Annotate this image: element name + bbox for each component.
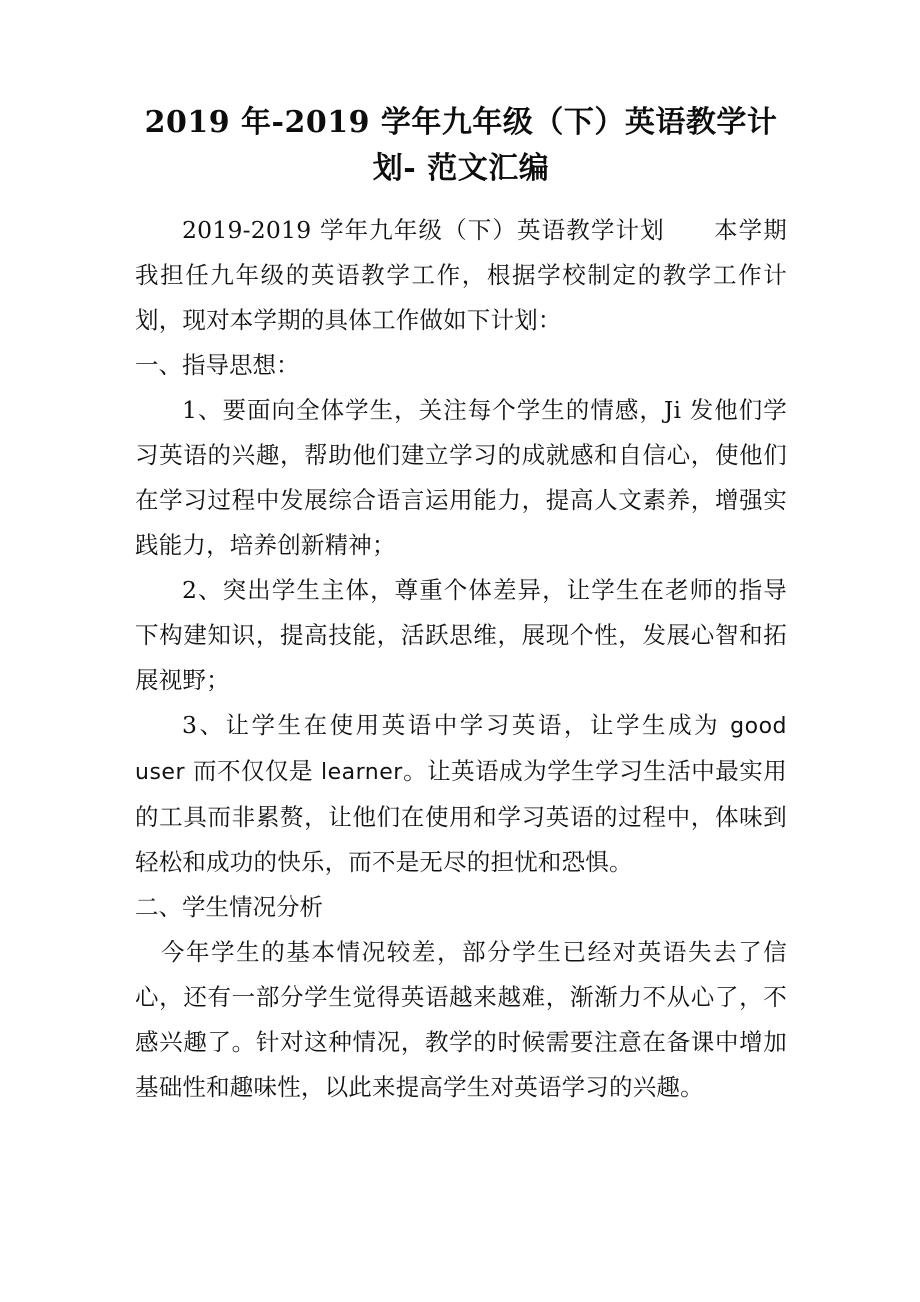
item-3-text-b: 而不仅仅是 — [185, 757, 322, 785]
item-3-latin-good-user: good user — [135, 714, 787, 785]
section-heading-guiding-thought: 一、指导思想： — [135, 351, 300, 379]
page-title-line-2: 范文汇编 — [427, 151, 550, 186]
paragraph-item-3 — [135, 703, 787, 885]
document-content — [135, 100, 787, 1110]
item-3-latin-learner: learner — [321, 760, 403, 785]
paragraph-item-2: 2、突出学生主体，尊重个体差异，让学生在老师的指导下构建知识，提高技能，活跃思维，展现个性，发展心智和拓展视野； — [135, 576, 787, 694]
paragraph-student-analysis: 今年学生的基本情况较差，部分学生已经对英语失去了信心，还有一部分学生觉得英语越来越难，渐渐力不从心了，不感兴趣了。针对这种情况，教学的时候需要注意在备课中增加基础性和趣味性，以此来提高学生对英语学习的兴趣。 — [135, 938, 787, 1101]
page-title — [135, 100, 787, 192]
paragraph-item-1: 1、要面向全体学生，关注每个学生的情感，Ji 发他们学习英语的兴趣，帮助他们建立学习的成就感和自信心，使他们在学习过程中发展综合语言运用能力，提高人文素养，增强实践能力，培养创新精神； — [135, 396, 787, 559]
item-3-text-a: 3、让学生在使用英语中学习英语，让学生成为 — [182, 711, 731, 739]
item-3-text-c: 。让英语成为学生学习生活中最实用的工具而非累赘，让他们在使用和学习英语的过程中，体味到轻松和成功的快乐，而不是无尽的担忧和恐惧。 — [135, 757, 787, 876]
section-heading-student-analysis: 二、学生情况分析 — [135, 893, 323, 921]
page-title-line-1: 2019 年-2019 学年九年级（下）英语教学计划- — [144, 105, 778, 186]
paragraph-intro: 2019-2019 学年九年级（下）英语教学计划 本学期我担任九年级的英语教学工作，根据学校制定的教学工作计划，现对本学期的具体工作做如下计划： — [135, 216, 787, 334]
